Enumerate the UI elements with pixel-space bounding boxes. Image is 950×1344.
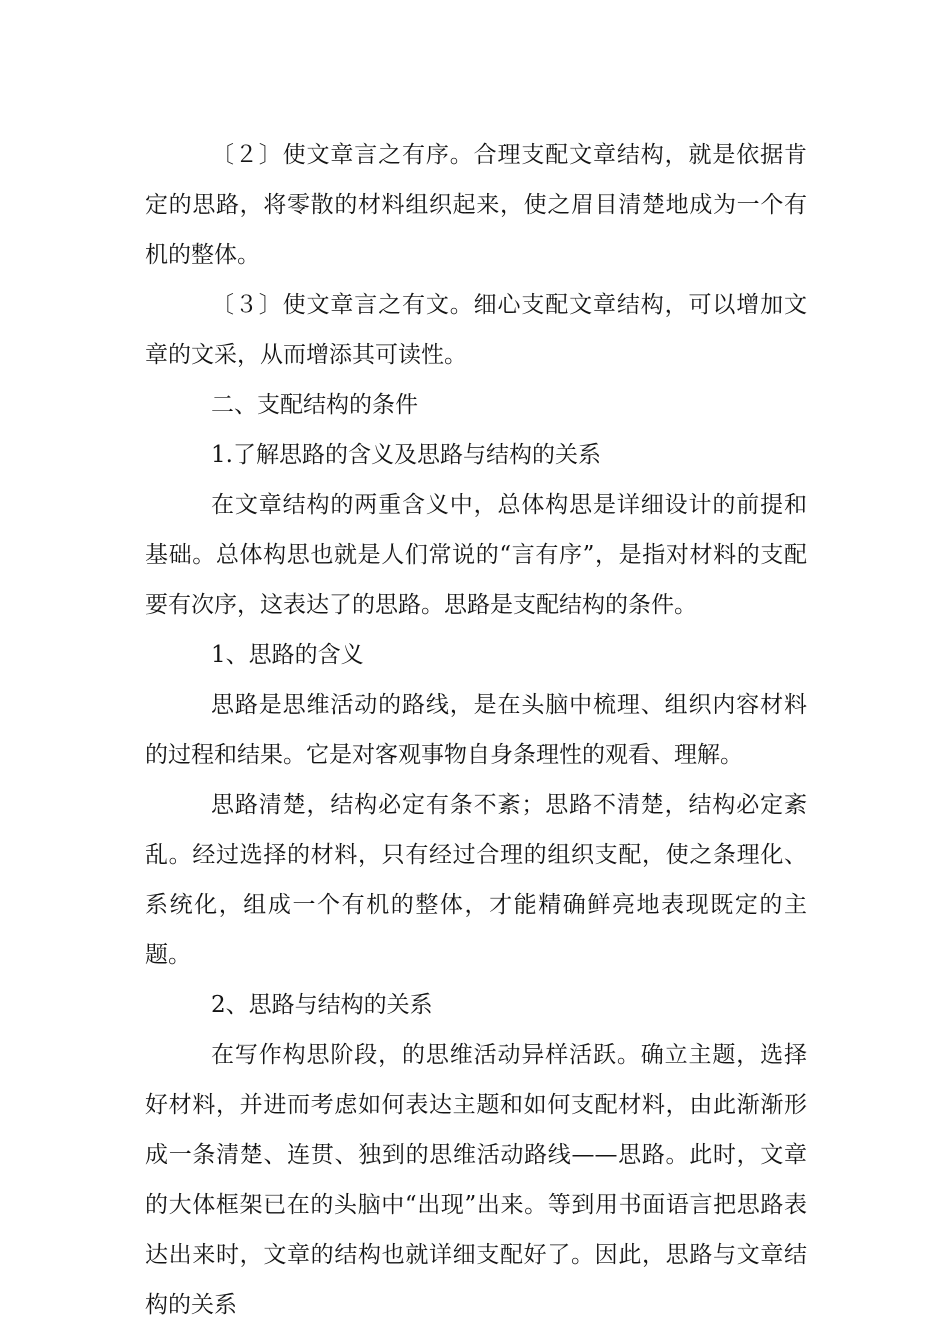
paragraph-overall-concept: 在文章结构的两重含义中，总体构思是详细设计的前提和基础。总体构思也就是人们常说的“言有序”，是指对材料的支配要有次序，这表达了的思路。思路是支配结构的条件。	[145, 492, 807, 618]
subheading-thinking-structure-relation: 2、思路与结构的关系	[211, 992, 433, 1018]
paragraph-purpose-order: 〔２〕使文章言之有序。合理支配文章结构，就是依据肯定的思路，将零散的材料组织起来，使之眉目清楚地成为一个有机的整体。	[145, 142, 807, 268]
paragraph-purpose-style: 〔３〕使文章言之有文。细心支配文章结构，可以增加文章的文采，从而增添其可读性。	[145, 292, 807, 368]
subsection-heading-thinking: 1.了解思路的含义及思路与结构的关系	[211, 442, 601, 468]
paragraph-clear-thinking: 思路清楚，结构必定有条不紊；思路不清楚，结构必定紊乱。经过选择的材料，只有经过合理的组织支配，使之条理化、系统化，组成一个有机的整体，才能精确鲜亮地表现既定的主题。	[145, 792, 807, 968]
paragraph-thinking-definition: 思路是思维活动的路线，是在头脑中梳理、组织内容材料的过程和结果。它是对客观事物自身条理性的观看、理解。	[145, 692, 807, 768]
subheading-meaning-of-thinking: 1、思路的含义	[211, 642, 364, 668]
document-body	[145, 130, 807, 1330]
section-heading-conditions: 二、支配结构的条件	[211, 392, 418, 418]
paragraph-writing-conception: 在写作构思阶段，的思维活动异样活跃。确立主题，选择好材料，并进而考虑如何表达主题和如何支配材料，由此渐渐形成一条清楚、连贯、独到的思维活动路线——思路。此时，文章的大体框架已在的头脑中“出现”出来。等到用书面语言把思路表达出来时，文章的结构也就详细支配好了。因此，思路与文章结构的关系	[145, 1042, 807, 1318]
